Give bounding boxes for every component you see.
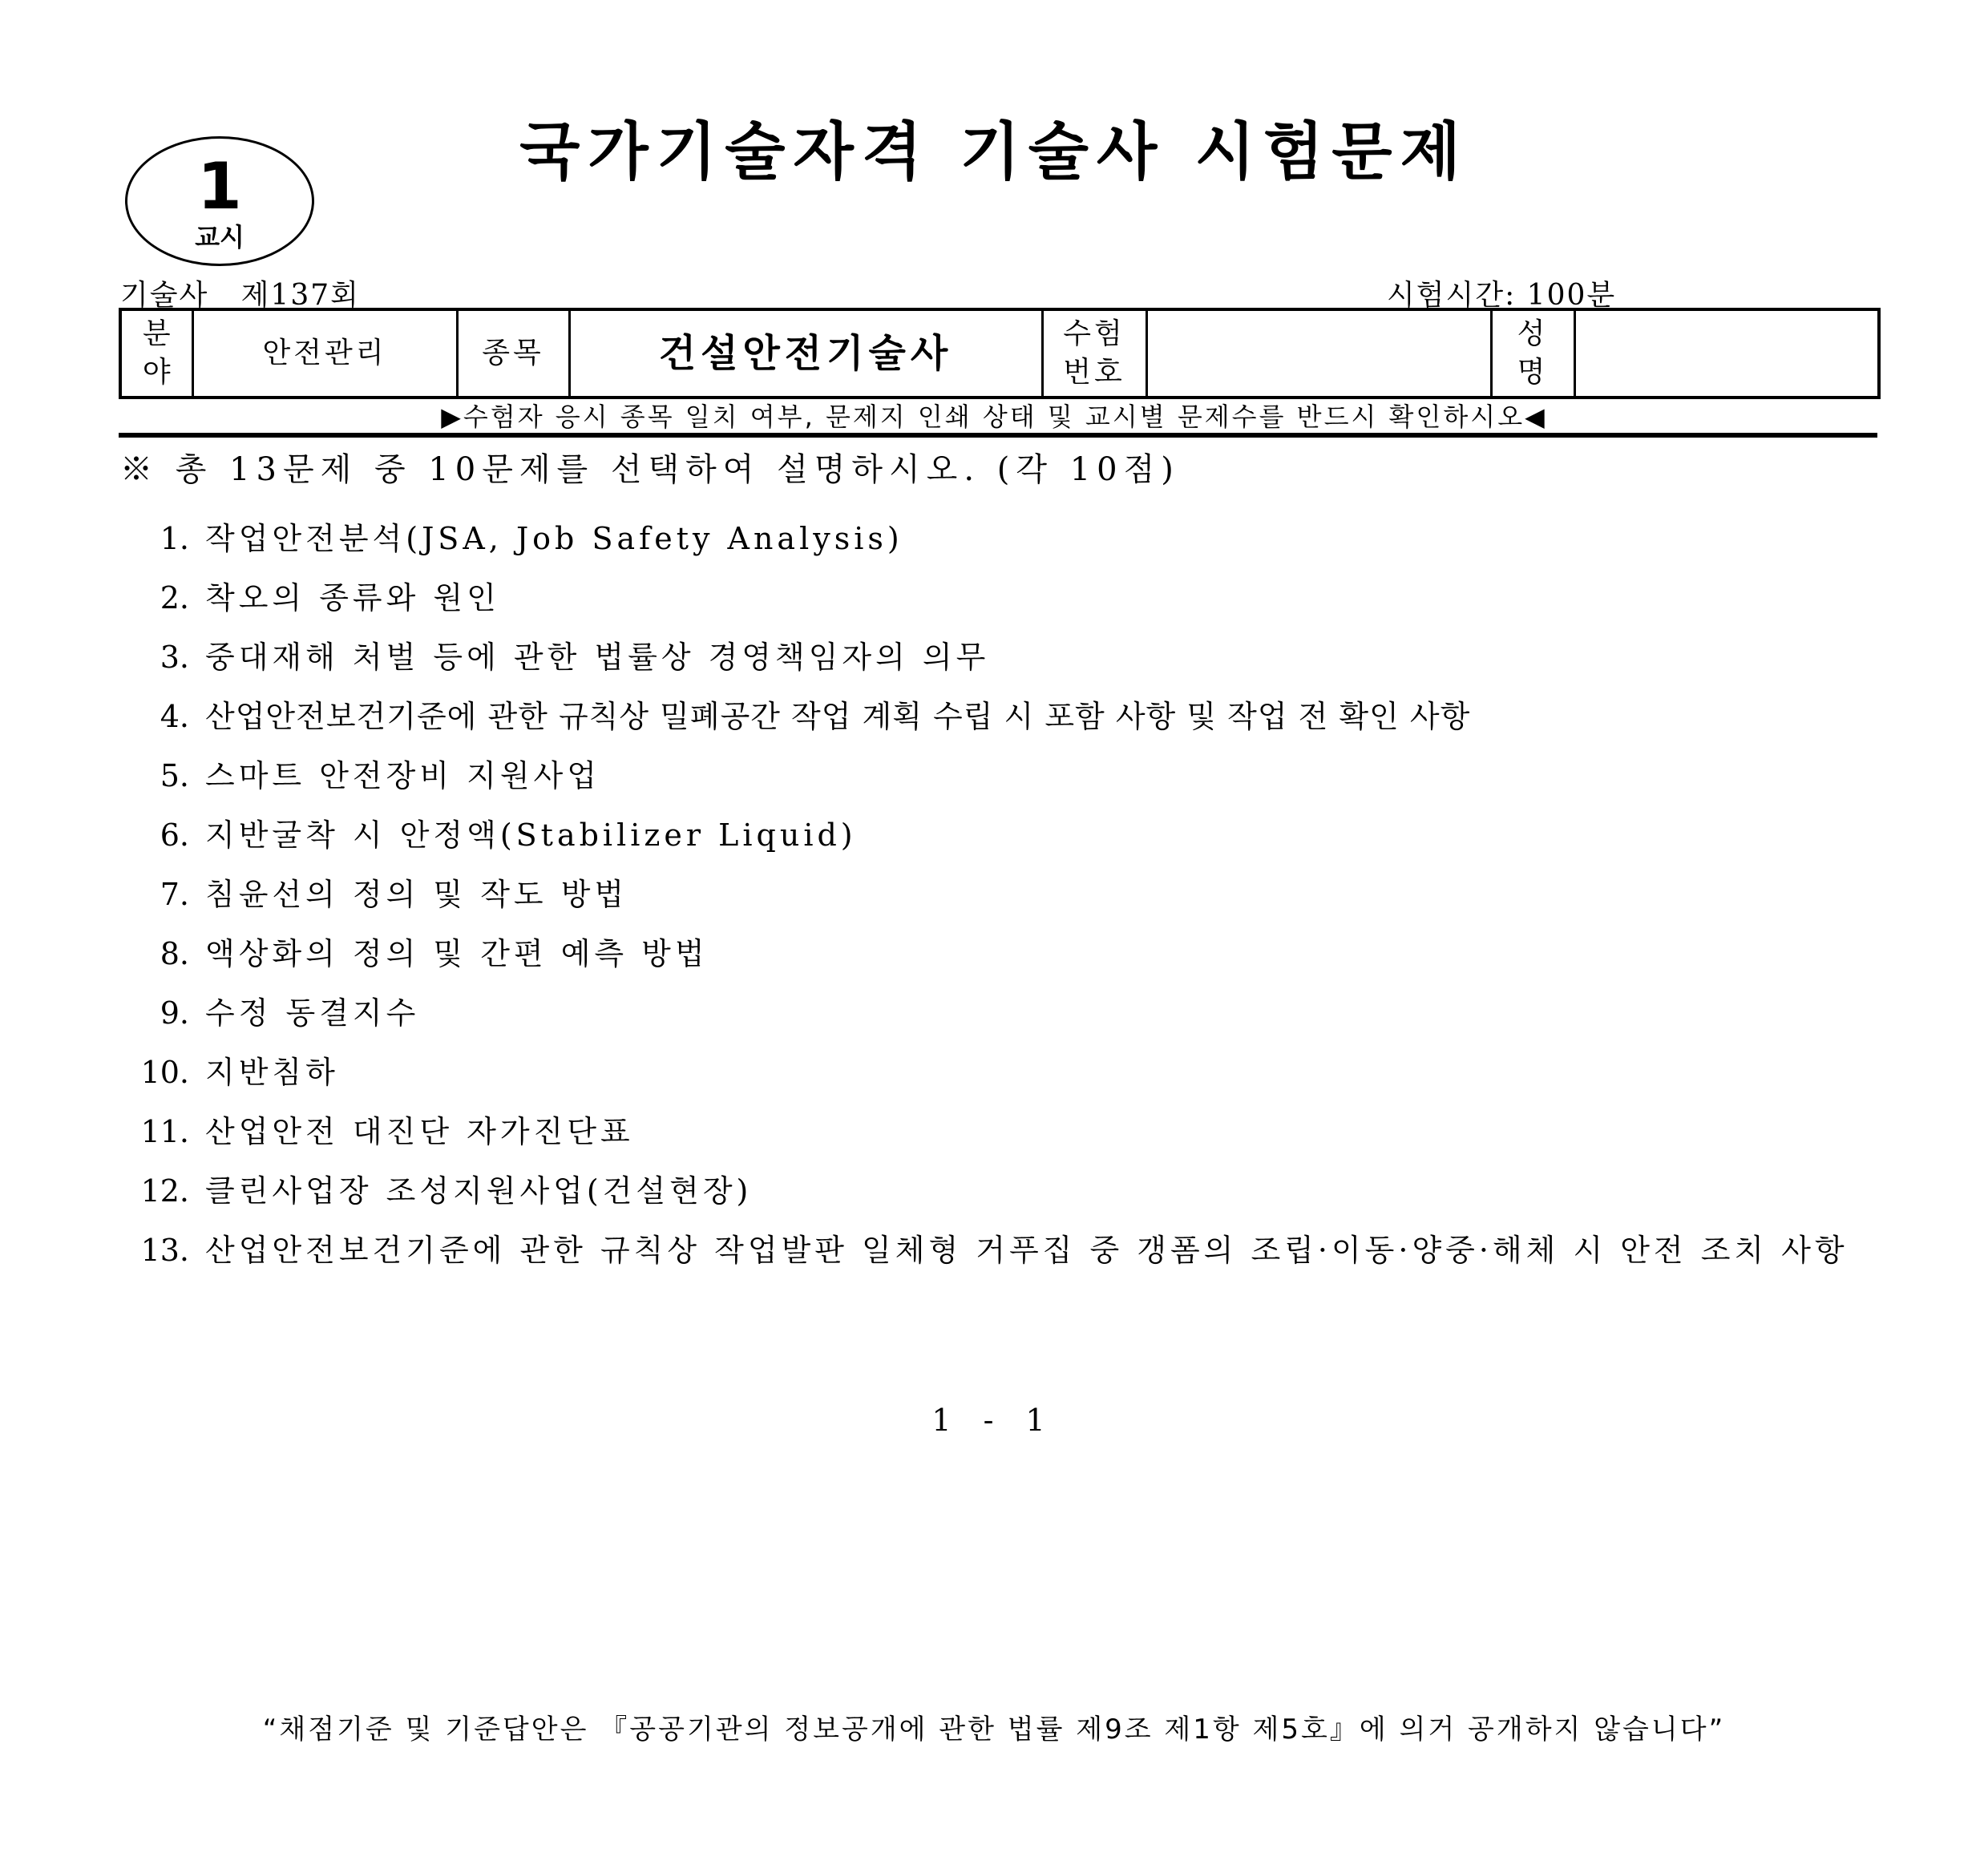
field-label: 분야: [120, 309, 192, 398]
question-text: 산업안전 대진단 자가진단표: [205, 1114, 634, 1149]
question-number: 10.: [140, 1055, 189, 1090]
footer-note: “채점기준 및 기준답안은 『공공기관의 정보공개에 관한 법률 제9조 제1항 제5호』에 의거 공개하지 않습니다”: [262, 1714, 1726, 1746]
question-text: 클린사업장 조성지원사업(건설현장): [205, 1173, 753, 1209]
question-item: [112, 633, 1884, 692]
question-text: 산업안전보건기준에 관한 규칙상 작업발판 일체형 거푸집 중 갱폼의 조립·이동·양중·해체 시 안전 조치 사항: [205, 1233, 1849, 1268]
name-label: 성명: [1491, 309, 1574, 398]
question-item: [112, 930, 1884, 989]
question-text: 지반침하: [205, 1055, 339, 1090]
question-item: [112, 811, 1884, 870]
question-number: 11.: [140, 1114, 189, 1149]
question-number: 4.: [160, 699, 189, 734]
question-number: 8.: [160, 936, 189, 971]
question-item: [112, 752, 1884, 811]
question-text: 착오의 종류와 원인: [205, 580, 500, 616]
category-label: 종목: [457, 309, 569, 398]
question-item: [112, 515, 1884, 574]
question-number: 1.: [160, 521, 189, 556]
question-text: 액상화의 정의 및 간편 예측 방법: [205, 936, 709, 971]
exam-number-label: 수험번호: [1042, 309, 1146, 398]
exam-info-table: [119, 308, 1881, 399]
field-value: 안전관리: [192, 309, 457, 398]
question-number: 3.: [160, 640, 189, 675]
divider: [119, 433, 1877, 438]
page-title: 국가기술자격 기술사 시험문제: [519, 115, 1469, 188]
period-label: 교시: [195, 222, 244, 252]
question-item: [112, 1048, 1884, 1108]
exam-time: 시험시간: 100분: [1387, 279, 1617, 312]
question-number: 2.: [160, 580, 189, 616]
name-field[interactable]: [1574, 309, 1879, 398]
question-number: 5.: [160, 758, 189, 793]
exam-number-field[interactable]: [1146, 309, 1491, 398]
question-item: [112, 870, 1884, 930]
question-number: 6.: [160, 817, 189, 853]
category-value: 건설안전기술사: [569, 309, 1042, 398]
question-number: 9.: [160, 995, 189, 1031]
question-item: [112, 1108, 1884, 1167]
exam-round: 기술사 제137회: [120, 279, 360, 312]
question-text: 산업안전보건기준에 관한 규칙상 밀폐공간 작업 계획 수립 시 포함 사항 및 작업 전 확인 사항: [205, 699, 1471, 734]
question-text: 지반굴착 시 안정액(Stabilizer Liquid): [205, 817, 857, 853]
question-text: 중대재해 처벌 등에 관한 법률상 경영책임자의 의무: [205, 640, 990, 675]
question-number: 7.: [160, 877, 189, 912]
question-item: [112, 1226, 1884, 1274]
question-text: 침윤선의 정의 및 작도 방법: [205, 877, 628, 912]
notice-text: ▶수험자 응시 종목 일치 여부, 문제지 인쇄 상태 및 교시별 문제수를 반드시 확인하시오◀: [441, 402, 1547, 432]
period-number: 1: [197, 149, 242, 224]
question-list: [112, 515, 1884, 1274]
question-text: 스마트 안전장비 지원사업: [205, 758, 600, 793]
question-number: 13.: [140, 1233, 189, 1268]
question-item: [112, 989, 1884, 1048]
question-number: 12.: [140, 1173, 189, 1209]
instruction-text: ※ 총 13문제 중 10문제를 선택하여 설명하시오. (각 10점): [120, 451, 1180, 488]
question-text: 작업안전분석(JSA, Job Safety Analysis): [205, 521, 903, 556]
question-item: [112, 692, 1884, 752]
question-text: 수정 동결지수: [205, 995, 420, 1031]
question-item: [112, 574, 1884, 633]
page-number: 1 - 1: [931, 1403, 1057, 1438]
question-item: [112, 1167, 1884, 1226]
